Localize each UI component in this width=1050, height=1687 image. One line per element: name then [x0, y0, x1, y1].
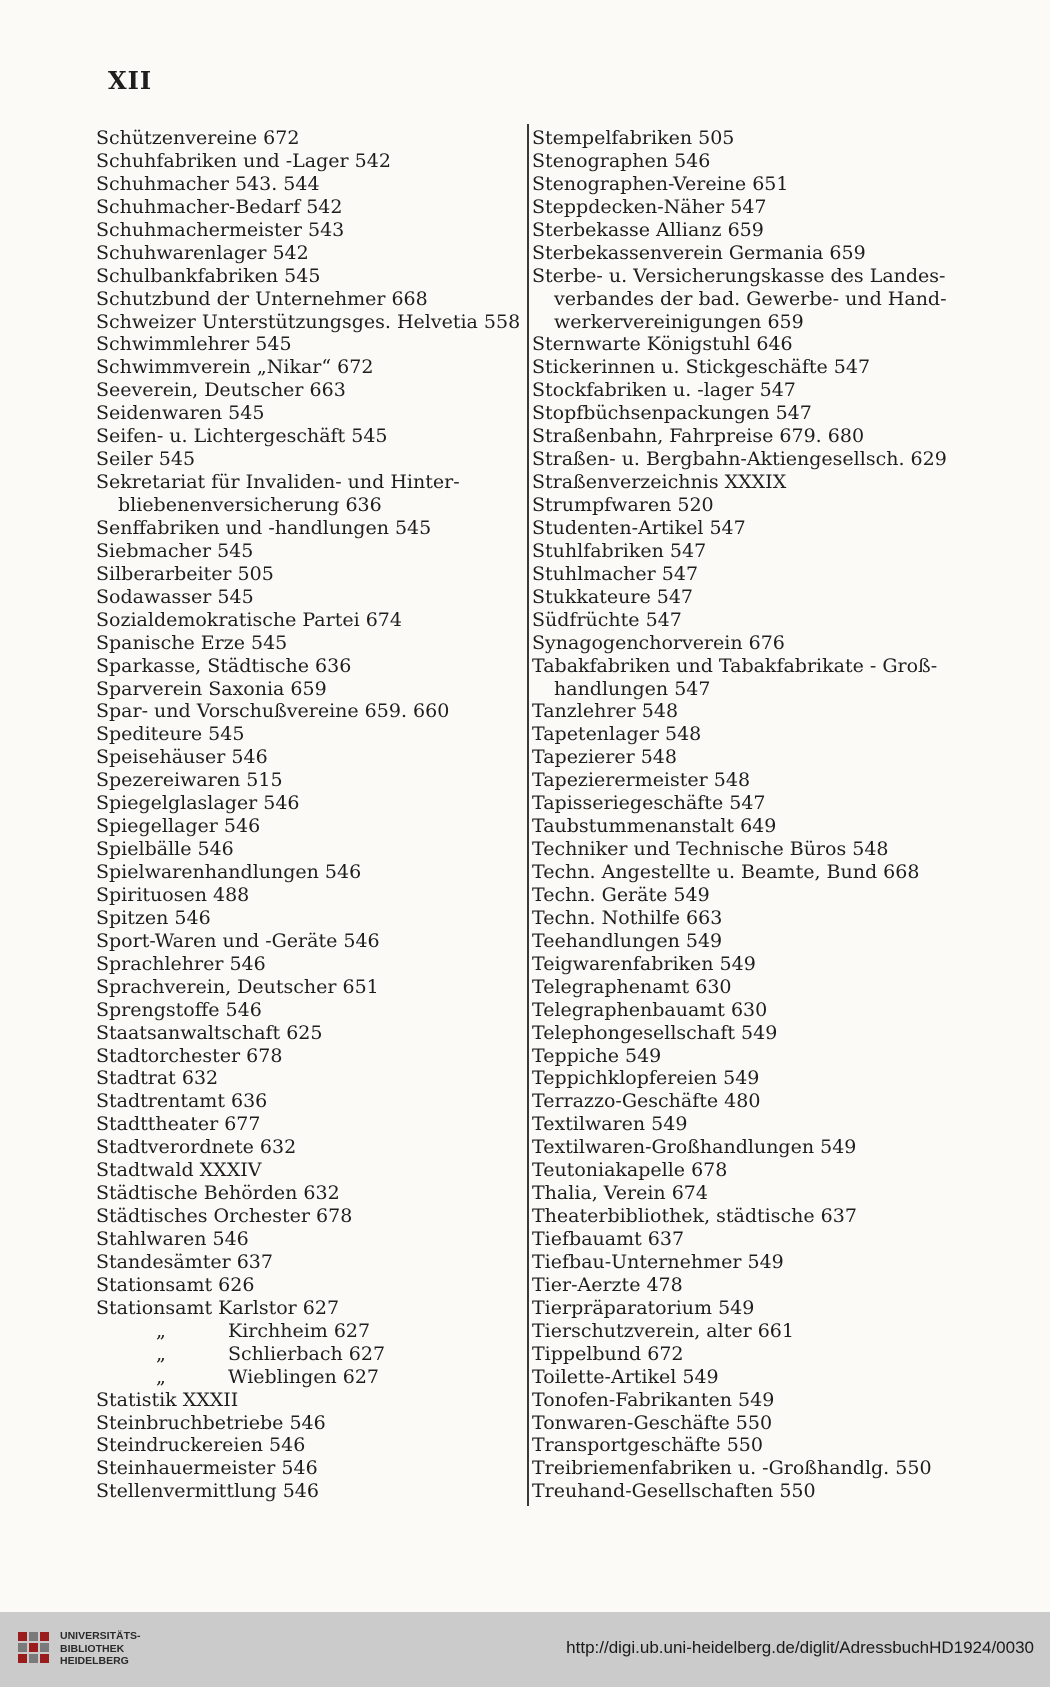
index-entry-text: Stuhlfabriken 547 — [532, 539, 707, 562]
index-entry — [532, 999, 952, 1022]
index-entry — [96, 1113, 526, 1136]
index-entry-text: Steppdecken-Näher 547 — [532, 195, 767, 218]
index-entry-text: Stationsamt 626 — [96, 1273, 255, 1296]
index-entry — [532, 448, 952, 471]
index-entry — [96, 1045, 526, 1068]
ditto-mark: „ — [156, 1319, 166, 1342]
index-entry — [96, 1480, 526, 1503]
index-entry — [96, 999, 526, 1022]
index-entry — [96, 1366, 526, 1389]
index-entry — [532, 1251, 952, 1274]
index-entry-text: Stationsamt Karlstor 627 — [96, 1296, 340, 1319]
index-entry — [96, 540, 526, 563]
index-entry — [532, 861, 952, 884]
index-entry — [96, 792, 526, 815]
index-entry — [532, 219, 952, 242]
index-entry-text: Teppichklopfereien 549 — [532, 1067, 760, 1090]
index-entry — [532, 379, 952, 402]
index-entry-text: Tippelbund 672 — [532, 1342, 684, 1365]
index-entry-text: Schuhmacher 543. 544 — [96, 172, 320, 195]
index-entry — [96, 746, 526, 769]
index-entry — [532, 425, 952, 448]
index-entry — [96, 723, 526, 746]
index-entry — [532, 1113, 952, 1136]
index-entry — [532, 1412, 952, 1435]
index-entry — [532, 517, 952, 540]
index-entry — [532, 746, 952, 769]
index-entry-text: Seeverein, Deutscher 663 — [96, 379, 346, 402]
index-entry-text: Stadtorchester 678 — [96, 1044, 283, 1067]
index-entry — [96, 930, 526, 953]
index-entry-text: Städtisches Orchester 678 — [96, 1205, 353, 1228]
index-entry-text: Spar- und Vorschußvereine 659. 660 — [96, 700, 450, 723]
index-entry — [96, 150, 526, 173]
index-entry — [96, 1022, 526, 1045]
index-entry — [96, 815, 526, 838]
index-entry-text: Schweizer Unterstützungsges. Helvetia 558 — [96, 310, 521, 333]
index-entry-text: Spielbälle 546 — [96, 838, 234, 861]
index-entry-text: Schlierbach 627 — [228, 1342, 386, 1365]
index-entry — [532, 1228, 952, 1251]
index-entry-text: Techniker und Technische Büros 548 — [532, 838, 889, 861]
index-entry-text: werkervereinigungen 659 — [554, 310, 804, 333]
index-entry — [532, 540, 952, 563]
index-entry-text: Steinbruchbetriebe 546 — [96, 1411, 326, 1434]
index-entry — [96, 265, 526, 288]
index-entry — [96, 1457, 526, 1480]
index-entry — [532, 930, 952, 953]
index-entry-text: Techn. Nothilfe 663 — [532, 906, 723, 929]
index-entry-text: Sparkasse, Städtische 636 — [96, 654, 352, 677]
index-entry — [532, 471, 952, 494]
index-entry — [96, 1343, 526, 1366]
index-entry — [532, 1434, 952, 1457]
index-entry-text: Sterbekassenverein Germania 659 — [532, 241, 866, 264]
index-entry — [96, 402, 526, 425]
index-entry — [532, 655, 952, 678]
index-entry-text: Sozialdemokratische Partei 674 — [96, 608, 402, 631]
index-entry-text: Stenographen 546 — [532, 149, 711, 172]
index-entry — [96, 1297, 526, 1320]
index-entry — [96, 1274, 526, 1297]
index-entry — [532, 402, 952, 425]
column-divider — [527, 124, 529, 1506]
index-entry — [532, 1366, 952, 1389]
index-entry-text: handlungen 547 — [554, 677, 711, 700]
index-entry-text: Seidenwaren 545 — [96, 402, 265, 425]
index-entry-text: Steindruckereien 546 — [96, 1434, 306, 1457]
index-entry-text: Kirchheim 627 — [228, 1319, 371, 1342]
index-entry-text: Tapetenlager 548 — [532, 723, 702, 746]
index-entry — [96, 1090, 526, 1113]
index-entry — [532, 1205, 952, 1228]
index-entry — [96, 838, 526, 861]
index-entry — [532, 1343, 952, 1366]
index-entry-text: Schutzbund der Unternehmer 668 — [96, 287, 428, 310]
index-entry — [532, 907, 952, 930]
index-entry — [96, 425, 526, 448]
index-entry — [96, 861, 526, 884]
index-entry-text: Stadttheater 677 — [96, 1113, 261, 1136]
index-entry-text: Schuhmachermeister 543 — [96, 218, 345, 241]
index-entry-text: Tapezierermeister 548 — [532, 769, 751, 792]
index-entry-text: Textilwaren 549 — [532, 1113, 688, 1136]
index-entry-text: Treibriemenfabriken u. -Großhandlg. 550 — [532, 1457, 932, 1480]
index-entry — [532, 150, 952, 173]
index-entry — [532, 953, 952, 976]
index-entry-text: Tapisseriegeschäfte 547 — [532, 792, 766, 815]
index-entry — [532, 333, 952, 356]
index-entry-text: Spielwarenhandlungen 546 — [96, 861, 362, 883]
index-entry — [96, 769, 526, 792]
index-entry — [532, 1090, 952, 1113]
index-entry — [96, 288, 526, 311]
index-entry — [532, 976, 952, 999]
index-entry — [96, 471, 526, 494]
index-entry — [532, 288, 952, 311]
ditto-mark: „ — [156, 1342, 166, 1365]
index-entry — [532, 563, 952, 586]
index-entry — [532, 494, 952, 517]
index-entry-text: Telegraphenbauamt 630 — [532, 998, 768, 1021]
index-entry-text: Sternwarte Königstuhl 646 — [532, 333, 793, 356]
index-entry-text: Wieblingen 627 — [228, 1365, 380, 1388]
index-entry — [96, 242, 526, 265]
index-entry — [96, 609, 526, 632]
index-entry-text: Techn. Geräte 549 — [532, 883, 710, 906]
index-entry-text: Tapezierer 548 — [532, 746, 677, 769]
index-entry — [96, 1205, 526, 1228]
index-entry — [96, 1067, 526, 1090]
index-entry — [532, 586, 952, 609]
index-entry-text: Telephongesellschaft 549 — [532, 1021, 778, 1044]
index-entry-text: Sterbe- u. Versicherungskasse des Landes- — [532, 264, 946, 287]
index-entry-text: Standesämter 637 — [96, 1250, 273, 1273]
index-entry-text: Teutoniakapelle 678 — [532, 1159, 728, 1182]
index-entry — [96, 563, 526, 586]
index-entry-text: Stickerinnen u. Stickgeschäfte 547 — [532, 356, 871, 379]
index-entry — [532, 632, 952, 655]
index-entry-text: Straßenverzeichnis XXXIX — [532, 471, 787, 494]
index-entry — [96, 356, 526, 379]
index-entry-text: Tiefbau-Unternehmer 549 — [532, 1250, 784, 1273]
index-entry-text: Sprengstoffe 546 — [96, 998, 262, 1021]
index-entry — [532, 196, 952, 219]
index-entry-text: Taubstummenanstalt 649 — [532, 815, 777, 838]
index-entry-text: Schuhfabriken und -Lager 542 — [96, 149, 391, 172]
index-entry — [532, 1320, 952, 1343]
index-entry-text: Tiefbauamt 637 — [532, 1228, 685, 1250]
library-name-line: HEIDELBERG — [60, 1655, 129, 1667]
index-entry-text: Stempelfabriken 505 — [532, 127, 735, 149]
index-entry-text: Spiegellager 546 — [96, 815, 261, 838]
index-entry — [96, 333, 526, 356]
index-entry — [96, 700, 526, 723]
index-entry-text: Teppiche 549 — [532, 1044, 662, 1067]
index-entry — [532, 769, 952, 792]
index-entry-text: Schuhwarenlager 542 — [96, 241, 309, 264]
index-entry — [96, 907, 526, 930]
index-entry — [532, 1274, 952, 1297]
index-entry-text: Tierschutzverein, alter 661 — [532, 1319, 794, 1342]
index-entry-text: Stellenvermittlung 546 — [96, 1480, 319, 1503]
index-entry-text: Textilwaren-Großhandlungen 549 — [532, 1136, 857, 1159]
index-entry — [532, 1480, 952, 1503]
index-entry — [532, 884, 952, 907]
index-entry-text: Theaterbibliothek, städtische 637 — [532, 1205, 857, 1228]
index-entry-text: Sodawasser 545 — [96, 585, 254, 608]
index-entry-text: Spitzen 546 — [96, 906, 211, 929]
library-name — [60, 1630, 141, 1668]
index-entry — [532, 792, 952, 815]
index-entry — [532, 609, 952, 632]
index-entry-text: Städtische Behörden 632 — [96, 1182, 340, 1205]
index-entry-text: Statistik XXXII — [96, 1388, 239, 1411]
index-entry-text: Treuhand-Gesellschaften 550 — [532, 1480, 816, 1503]
index-entry-text: Stopfbüchsenpackungen 547 — [532, 402, 812, 425]
index-entry — [96, 517, 526, 540]
index-entry — [96, 655, 526, 678]
index-entry-text: Spanische Erze 545 — [96, 631, 288, 654]
index-entry-text: Schulbankfabriken 545 — [96, 264, 321, 287]
index-entry-text: Silberarbeiter 505 — [96, 562, 274, 585]
index-entry-text: Senffabriken und -handlungen 545 — [96, 516, 432, 539]
index-entry-text: Tonofen-Fabrikanten 549 — [532, 1388, 775, 1411]
index-entry-text: Teigwarenfabriken 549 — [532, 952, 756, 975]
index-entry — [532, 723, 952, 746]
index-entry — [96, 219, 526, 242]
index-entry-text: Stockfabriken u. -lager 547 — [532, 379, 796, 402]
index-entry — [96, 884, 526, 907]
index-entry — [96, 586, 526, 609]
index-entry-text: Sport-Waren und -Geräte 546 — [96, 929, 380, 952]
index-entry — [96, 311, 526, 334]
index-entry — [532, 356, 952, 379]
index-column-right — [532, 127, 952, 1503]
index-entry-text: Siebmacher 545 — [96, 539, 254, 562]
index-entry-text: Telegraphenamt 630 — [532, 975, 732, 998]
index-entry-text: Teehandlungen 549 — [532, 929, 723, 952]
index-entry-text: Tier-Aerzte 478 — [532, 1273, 683, 1296]
index-entry — [96, 1251, 526, 1274]
index-entry-text: Studenten-Artikel 547 — [532, 516, 746, 539]
index-entry-text: Seifen- u. Lichtergeschäft 545 — [96, 425, 388, 448]
index-entry-text: Stadtverordnete 632 — [96, 1136, 297, 1159]
index-entry — [96, 976, 526, 999]
index-entry — [96, 678, 526, 701]
index-entry-text: Terrazzo-Geschäfte 480 — [532, 1090, 761, 1113]
index-entry — [96, 1434, 526, 1457]
index-entry-text: Tabakfabriken und Tabakfabrikate - Groß- — [532, 654, 938, 677]
index-entry-text: bliebenenversicherung 636 — [118, 494, 382, 516]
index-entry-text: Toilette-Artikel 549 — [532, 1365, 719, 1388]
index-entry — [532, 838, 952, 861]
index-entry — [96, 127, 526, 150]
index-entry — [96, 1182, 526, 1205]
index-entry-text: Stahlwaren 546 — [96, 1228, 249, 1250]
index-entry-text: Stukkateure 547 — [532, 585, 693, 608]
index-entry-text: Sparverein Saxonia 659 — [96, 677, 327, 700]
index-entry — [96, 1389, 526, 1412]
index-entry-text: Speisehäuser 546 — [96, 746, 268, 769]
index-entry — [532, 311, 952, 334]
library-name-line: UNIVERSITÄTS- — [60, 1630, 141, 1642]
index-entry — [532, 242, 952, 265]
index-entry-text: Tierpräparatorium 549 — [532, 1296, 755, 1319]
index-entry — [532, 815, 952, 838]
index-entry — [532, 173, 952, 196]
index-column-left — [96, 127, 526, 1503]
index-entry-text: Stadtrat 632 — [96, 1067, 219, 1090]
index-entry — [96, 1320, 526, 1343]
index-entry-text: Stadtrentamt 636 — [96, 1090, 268, 1113]
index-entry — [96, 379, 526, 402]
permalink-url[interactable]: http://digi.ub.uni-heidelberg.de/diglit/AdressbuchHD1924/0030 — [566, 1638, 1034, 1657]
index-entry-text: Spirituosen 488 — [96, 883, 250, 906]
index-entry — [96, 953, 526, 976]
index-entry-text: Schwimmlehrer 545 — [96, 333, 292, 356]
index-entry-text: Stenographen-Vereine 651 — [532, 172, 789, 195]
index-entry — [96, 448, 526, 471]
index-entry — [532, 1136, 952, 1159]
index-entry-text: Seiler 545 — [96, 448, 196, 471]
index-entry-text: Sprachverein, Deutscher 651 — [96, 975, 379, 998]
index-entry — [96, 494, 526, 517]
index-entry-text: Tonwaren-Geschäfte 550 — [532, 1411, 773, 1434]
index-entry-text: Sprachlehrer 546 — [96, 952, 266, 975]
index-entry-text: Sterbekasse Allianz 659 — [532, 218, 764, 241]
index-entry-text: Staatsanwaltschaft 625 — [96, 1021, 323, 1044]
index-entry-text: Strumpfwaren 520 — [532, 494, 714, 516]
index-entry — [96, 1412, 526, 1435]
index-entry-text: Spezereiwaren 515 — [96, 769, 283, 792]
library-name-line: BIBLIOTHEK — [60, 1642, 125, 1655]
index-entry — [532, 1297, 952, 1320]
index-entry-text: Thalia, Verein 674 — [532, 1182, 708, 1205]
page-number: XII — [108, 66, 153, 95]
index-entry — [532, 1022, 952, 1045]
index-entry — [532, 1182, 952, 1205]
index-entry-text: Synagogenchorverein 676 — [532, 631, 785, 654]
index-entry — [532, 127, 952, 150]
index-entry-text: Tanzlehrer 548 — [532, 700, 679, 723]
index-entry-text: verbandes der bad. Gewerbe- und Hand- — [554, 287, 947, 310]
index-entry — [532, 1389, 952, 1412]
index-entry-text: Transportgeschäfte 550 — [532, 1434, 763, 1457]
index-entry — [96, 173, 526, 196]
index-entry — [532, 1457, 952, 1480]
index-entry-text: Straßen- u. Bergbahn-Aktiengesellsch. 629 — [532, 448, 947, 471]
index-entry-text: Schuhmacher-Bedarf 542 — [96, 195, 343, 218]
index-entry — [96, 632, 526, 655]
index-entry-text: Spiegelglaslager 546 — [96, 792, 300, 815]
index-entry-text: Techn. Angestellte u. Beamte, Bund 668 — [532, 861, 920, 883]
index-entry-text: Schützenvereine 672 — [96, 127, 300, 149]
index-entry-text: Stadtwald XXXIV — [96, 1159, 262, 1182]
university-library-logo-icon — [18, 1632, 50, 1664]
index-entry — [96, 1228, 526, 1251]
index-entry — [96, 1159, 526, 1182]
index-entry — [532, 678, 952, 701]
index-entry — [96, 1136, 526, 1159]
index-entry-text: Schwimmverein „Nikar“ 672 — [96, 356, 374, 379]
index-entry — [532, 265, 952, 288]
index-entry — [532, 1067, 952, 1090]
index-entry-text: Sekretariat für Invaliden- und Hinter- — [96, 471, 460, 494]
index-entry — [532, 700, 952, 723]
index-entry — [96, 196, 526, 219]
ditto-mark: „ — [156, 1365, 166, 1388]
viewer-footer — [0, 1612, 1050, 1687]
index-entry-text: Steinhauermeister 546 — [96, 1457, 318, 1480]
index-entry-text: Stuhlmacher 547 — [532, 562, 699, 585]
index-entry-text: Straßenbahn, Fahrpreise 679. 680 — [532, 425, 865, 448]
index-entry — [532, 1159, 952, 1182]
index-entry — [532, 1045, 952, 1068]
index-entry-text: Spediteure 545 — [96, 723, 245, 746]
index-entry-text: Südfrüchte 547 — [532, 608, 682, 631]
